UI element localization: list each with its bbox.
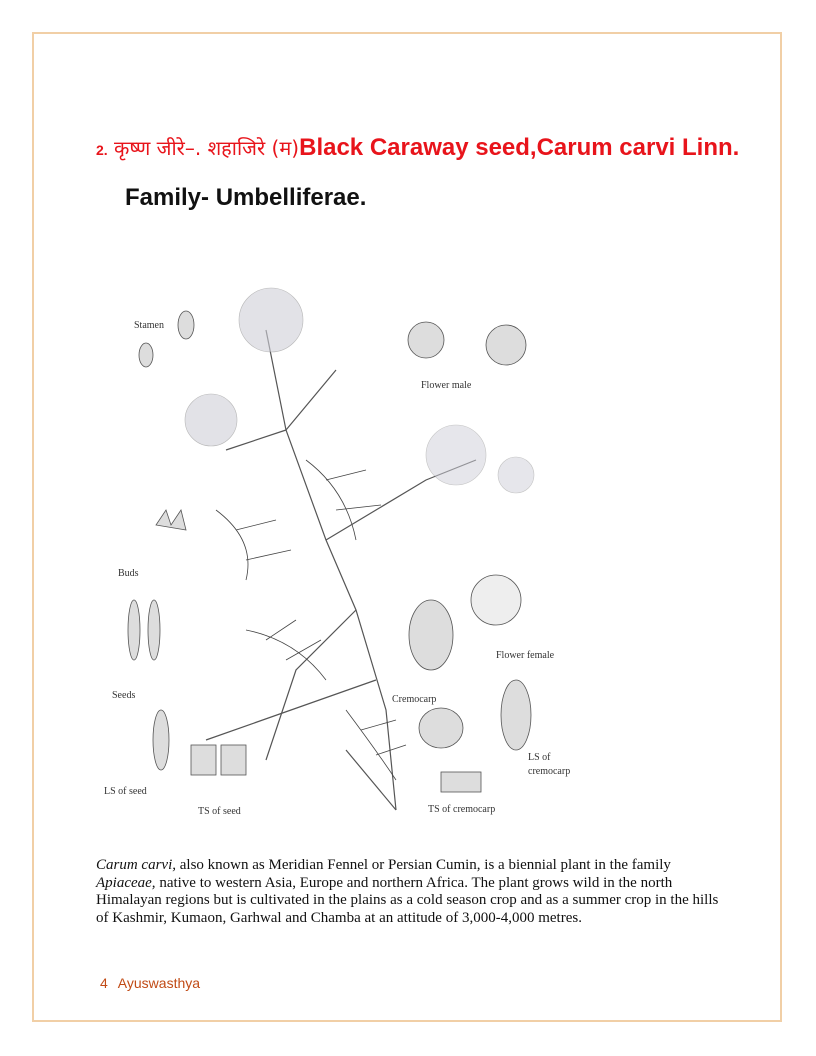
italic-family-name: Apiaceae, (96, 874, 156, 891)
label-ts-of-seed: TS of seed (198, 806, 241, 817)
label-ls-of-seed: LS of seed (104, 786, 147, 797)
family-label: Family- Umbelliferae. (125, 184, 367, 211)
feathery-leaves (216, 460, 406, 780)
heading-english: Black Caraway seed,Carum carvi Linn. (299, 134, 740, 161)
footer-page-number: 4 (100, 975, 108, 991)
label-ts-of-cremocarp: TS of cremocarp (428, 804, 496, 815)
heading-hindi: कृष्ण जीरे–. शहाजिरे (म) (107, 136, 300, 160)
label-ls-of-cremocarp-1: LS of (528, 752, 551, 763)
label-seeds: Seeds (112, 690, 136, 701)
label-ls-of-cremocarp-2: cremocarp (528, 766, 571, 777)
caraway-illustration (96, 280, 596, 825)
label-cremocarp: Cremocarp (392, 694, 437, 705)
paragraph-text-1: also known as Meridian Fennel or Persian Cumin, is a biennial plant in the family (176, 857, 671, 873)
label-flower-female: Flower female (496, 650, 555, 661)
label-buds: Buds (118, 568, 139, 579)
label-stamen: Stamen (134, 320, 164, 331)
italic-species-name: Carum carvi, (96, 857, 176, 873)
footer-title: Ayuswasthya (117, 975, 201, 991)
description-paragraph (96, 857, 726, 927)
page-footer (100, 975, 200, 991)
paragraph-text-2: native to western Asia, Europe and northern Africa. The plant grows wild in the north Himalayan regions but is cultivated in the plains as a cold season crop and as a summer crop in the hills of Kashmir, Kumaon, Garhwal and Chamba at an attitude of 3,000-4,000 metres. (96, 874, 719, 926)
page-heading (96, 134, 739, 162)
label-flower-male: Flower male (421, 380, 472, 391)
flower-umbels (185, 288, 534, 493)
heading-number: 2. (96, 142, 108, 158)
